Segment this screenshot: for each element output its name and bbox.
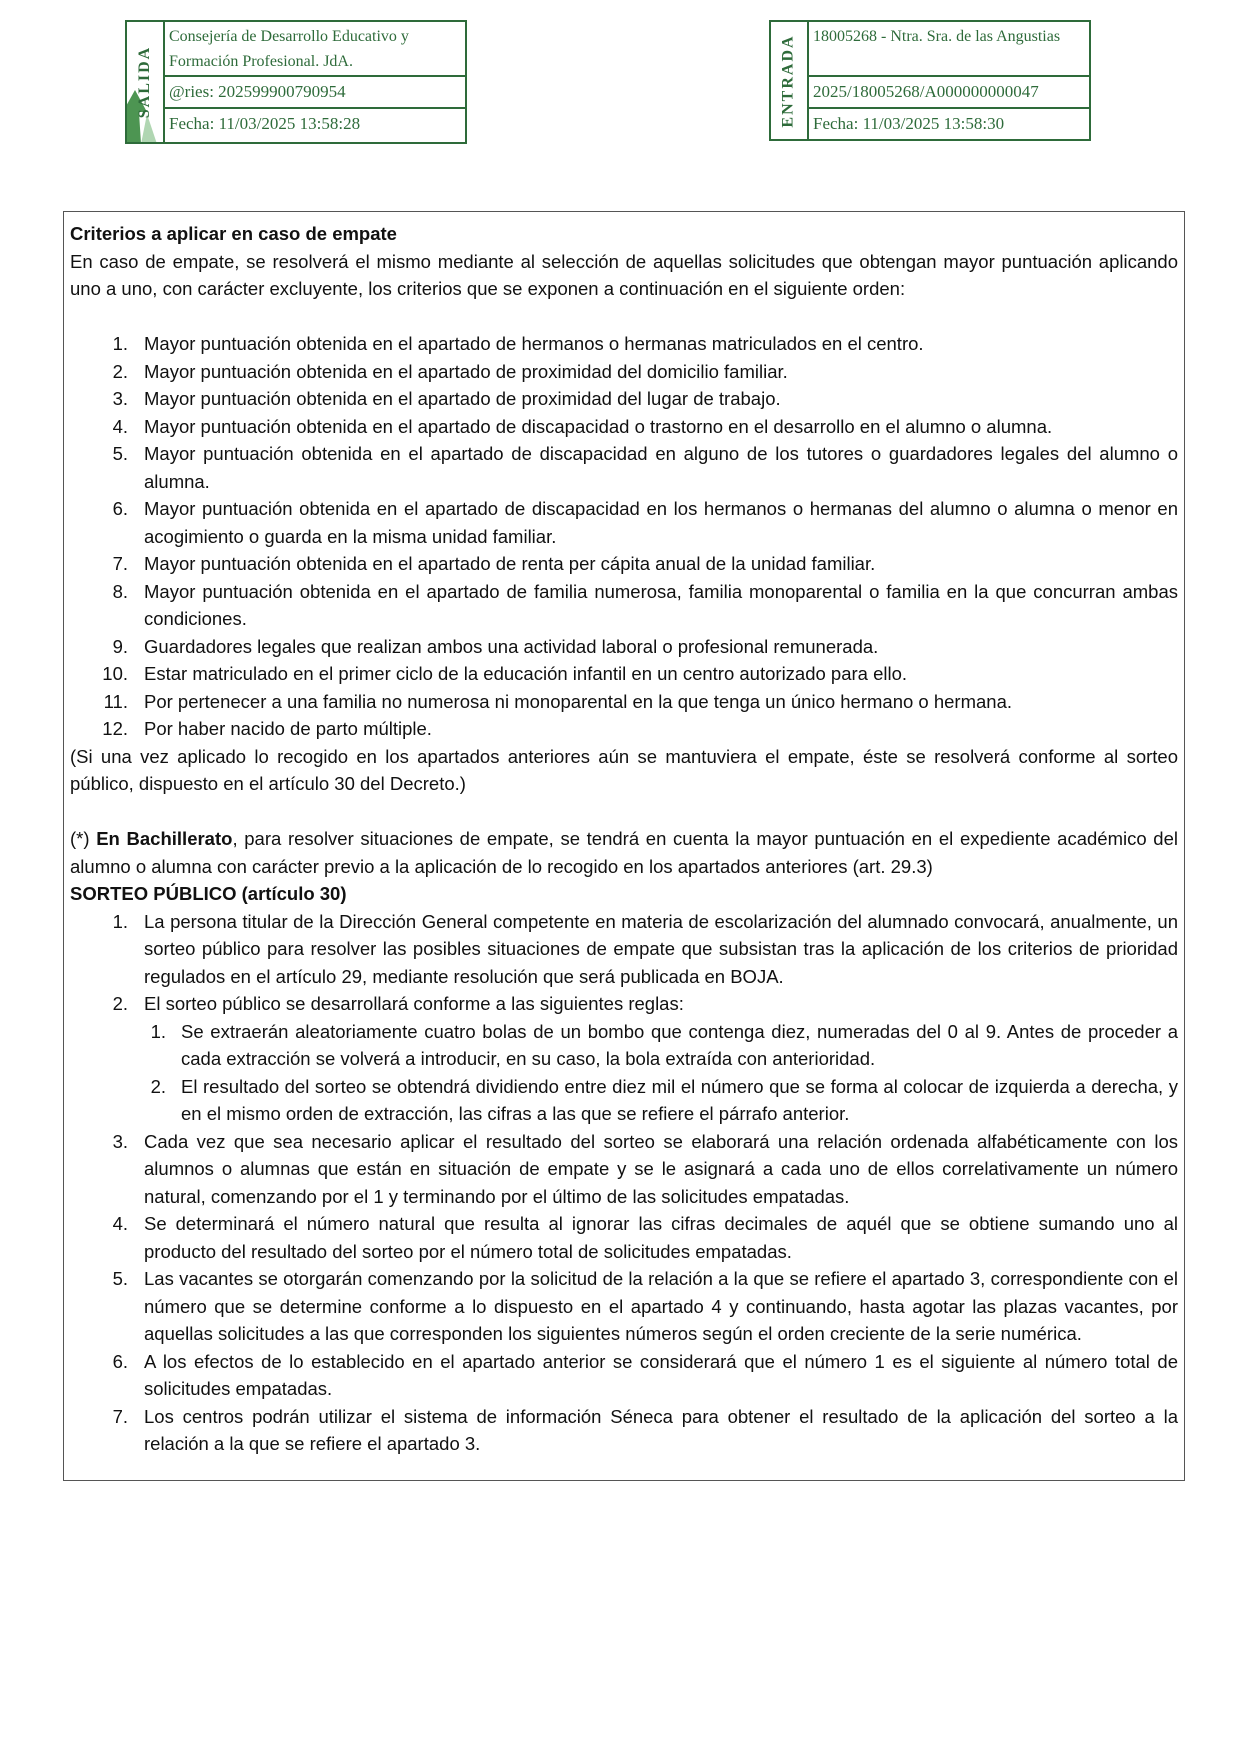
item-text: Se determinará el número natural que resulta al ignorar las cifras decimales de aquél que se obtiene sumando uno al producto del resultado del sorteo por el número total de solicitudes empatadas. [144,1213,1178,1262]
item-number: 8. [112,580,128,602]
stamp-salida-label: SALIDA [136,45,153,119]
list-item [70,1265,1178,1348]
item-number: 4. [112,1213,128,1234]
list-item [70,1128,1178,1211]
item-number: 6. [112,1350,128,1372]
stamp-salida-fecha: Fecha: 11/03/2025 13:58:28 [169,114,361,133]
stamp-entrada-rows [809,22,1089,139]
list-item [70,578,1178,633]
list-item [70,1403,1178,1458]
sub-list-item [144,1018,1178,1073]
stamp-entrada-registro: 2025/18005268/A000000000047 [809,77,1089,109]
list-item [70,908,1178,991]
item-number: 2. [112,360,128,382]
bachillerato-prefix: (*) [70,828,90,849]
item-text: Por haber nacido de parto múltiple. [144,718,432,739]
list-item [70,413,1178,441]
spacer [70,798,1178,826]
criterios-closing: (Si una vez aplicado lo recogido en los apartados anteriores aún se mantuviera el empate, éste se resolverá conforme al sorteo público, dispuesto en el artículo 30 del Decreto.) [70,745,1178,794]
item-text: Mayor puntuación obtenida en el apartado de renta per cápita anual de la unidad familiar. [144,553,876,574]
stamp-entrada-label: ENTRADA [780,33,797,128]
item-text: Mayor puntuación obtenida en el apartado de proximidad del lugar de trabajo. [144,388,781,409]
item-number: 2. [150,1075,166,1097]
item-text: Los centros podrán utilizar el sistema de información Séneca para obtener el resultado de la aplicación del sorteo a la relación a la que se refiere el apartado 3. [144,1405,1178,1454]
stamp-salida-org: Consejería de Desarrollo Educativo y Formación Profesional. JdA. [165,22,465,77]
item-number: 1. [150,1020,166,1042]
item-number: 3. [112,388,128,409]
item-number: 3. [112,1130,128,1152]
list-item [70,633,1178,661]
item-text: El sorteo público se desarrollará conforme a las siguientes reglas: [144,993,684,1014]
list-item [70,990,1178,1128]
spacer [70,303,1178,331]
bachillerato-note [70,825,1178,880]
criterios-title: Criterios a aplicar en caso de empate [70,223,397,244]
stamp-entrada [769,20,1091,141]
stamp-entrada-fecha: Fecha: 11/03/2025 13:58:30 [813,114,1005,133]
bachillerato-text: , para resolver situaciones de empate, se tendrá en cuenta la mayor puntuación en el expediente académico del alumno o alumna con carácter previo a la aplicación de lo recogido en los apartados anteriores (art. 29.3) [70,828,1178,877]
item-number: 2. [112,993,128,1014]
item-number: 10. [102,663,128,684]
item-number: 1. [112,333,128,354]
list-item [70,1210,1178,1265]
item-text: La persona titular de la Dirección General competente en materia de escolarización del alumnado convocará, anualmente, un sorteo público para resolver las posibles situaciones de empate que subsistan tras la aplicación de los criterios de prioridad regulados en el artículo 29, mediante resolución que será publicada en BOJA. [144,910,1178,987]
stamp-entrada-center: 18005268 - Ntra. Sra. de las Angustias [809,22,1089,77]
sorteo-title: SORTEO PÚBLICO (artículo 30) [70,883,347,904]
item-number: 5. [112,443,128,464]
criterios-intro: En caso de empate, se resolverá el mismo mediante al selección de aquellas solicitudes que obtengan mayor puntuación aplicando uno a uno, con carácter excluyente, los criterios que se exponen a continuación en el siguiente orden: [70,250,1178,299]
criteria-box [63,211,1185,1481]
bachillerato-bold: En Bachillerato [96,828,233,849]
item-number: 4. [112,415,128,437]
item-text: Cada vez que sea necesario aplicar el resultado del sorteo se elaborará una relación ordenada alfabéticamente con los alumnos o alumnas que están en situación de empate y se le asignará a cada uno de ellos correlativamente un número natural, comenzando por el 1 y terminando por el último de las solicitudes empatadas. [144,1130,1178,1207]
item-number: 6. [112,498,128,519]
criterios-list [70,330,1178,743]
list-item [70,1348,1178,1403]
list-item [70,385,1178,413]
item-text: Las vacantes se otorgarán comenzando por la solicitud de la relación a la que se refiere el apartado 3, correspondiente con el número que se determine conforme a lo dispuesto en el apartado 4 y continuando, hasta agotar las plazas vacantes, por aquellas solicitudes a las que corresponden los siguientes números según el orden creciente de la serie numérica. [144,1268,1178,1344]
item-text: Por pertenecer a una familia no numerosa ni monoparental en la que tenga un único hermano o hermana. [144,690,1013,712]
item-text: Mayor puntuación obtenida en el apartado de discapacidad o trastorno en el desarrollo en el alumno o alumna. [144,415,1053,437]
list-item [70,688,1178,716]
item-text: Se extraerán aleatoriamente cuatro bolas de un bombo que contenga diez, numeradas del 0 al 9. Antes de proceder a cada extracción se volverá a introducir, en su caso, la bola extraída con anterioridad. [181,1020,1178,1069]
item-text: Mayor puntuación obtenida en el apartado de discapacidad en los hermanos o hermanas del alumno o alumna o menor en acogimiento o guarda en la misma unidad familiar. [144,498,1178,547]
item-number: 7. [112,553,128,574]
item-number: 11. [103,690,128,712]
stamp-salida-rows [165,22,465,142]
item-number: 7. [112,1405,128,1427]
item-text: Guardadores legales que realizan ambos una actividad laboral o profesional remunerada. [144,635,879,657]
stamp-salida-side [127,22,165,142]
item-text: Mayor puntuación obtenida en el apartado de hermanos o hermanas matriculados en el centro. [144,333,924,354]
item-text: Estar matriculado en el primer ciclo de la educación infantil en un centro autorizado para ello. [144,663,908,684]
sorteo-list [70,908,1178,1458]
stamp-entrada-side [771,22,809,139]
item-text: Mayor puntuación obtenida en el apartado de proximidad del domicilio familiar. [144,360,788,382]
list-item [70,660,1178,688]
item-number: 5. [112,1268,128,1289]
stamp-salida-ries: @ries: 202599900790954 [165,77,465,109]
item-number: 1. [112,910,128,932]
list-item [70,715,1178,743]
item-text: Mayor puntuación obtenida en el apartado de familia numerosa, familia monoparental o familia en la que concurran ambas condiciones. [144,580,1178,629]
item-text: Mayor puntuación obtenida en el apartado de discapacidad en alguno de los tutores o guardadores legales del alumno o alumna. [144,443,1178,492]
list-item [70,330,1178,358]
item-number: 9. [112,635,128,657]
item-text: A los efectos de lo establecido en el apartado anterior se considerará que el número 1 es el siguiente al número total de solicitudes empatadas. [144,1350,1178,1399]
list-item [70,495,1178,550]
list-item [70,358,1178,386]
item-number: 12. [102,718,128,739]
sorteo-sublist [144,1018,1178,1128]
sub-list-item [144,1073,1178,1128]
item-text: El resultado del sorteo se obtendrá dividiendo entre diez mil el número que se forma al colocar de izquierda a derecha, y en el mismo orden de extracción, las cifras a las que se refiere el párrafo anterior. [181,1075,1178,1124]
list-item [70,550,1178,578]
list-item [70,440,1178,495]
stamp-salida [125,20,467,144]
